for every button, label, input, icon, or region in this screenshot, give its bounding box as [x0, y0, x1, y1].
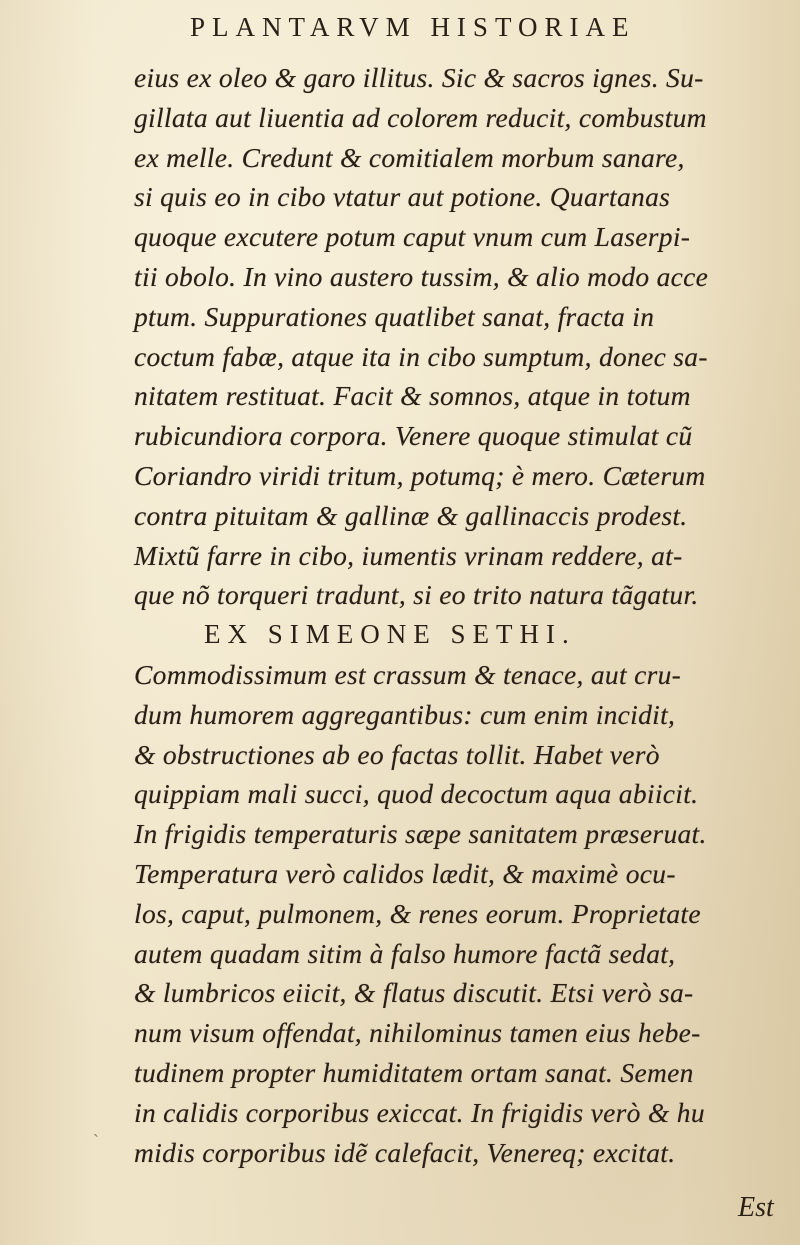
text-line: tii obolo. In vino austero tussim, & alio modo acce — [134, 260, 709, 292]
section-heading: EX SIMEONE SETHI. — [204, 619, 576, 650]
text-line: num visum offendat, nihilominus tamen eius hebe- — [134, 1017, 701, 1049]
text-line: tudinem propter humiditatem ortam sanat. Semen — [134, 1056, 694, 1088]
text-line: nitatem restituat. Facit & somnos, atque in totum — [134, 380, 691, 412]
text-line: eius ex oleo & garo illitus. Sic & sacros ignes. Su- — [134, 62, 704, 93]
text-line: & obstructiones ab eo factas tollit. Habet verò — [134, 738, 660, 770]
text-line: ptum. Suppurationes quatlibet sanat, fracta in — [134, 300, 655, 332]
text-line: si quis eo in cibo vtatur aut potione. Quartanas — [134, 181, 671, 213]
text-line: In frigidis temperaturis sæpe sanitatem præseruat. — [134, 818, 707, 850]
text-line: Commodissimum est crassum & tenace, aut cru- — [134, 658, 682, 690]
text-line: los, caput, pulmonem, & renes eorum. Proprietate — [134, 897, 701, 929]
text-line: que nõ torqueri tradunt, si eo trito natura tãgatur. — [134, 579, 699, 611]
text-line: autem quadam sitim à falso humore factã sedat, — [134, 937, 676, 969]
text-line: rubicundiora corpora. Venere quoque stimulat cũ — [134, 420, 693, 452]
text-line: contra pituitam & gallinæ & gallinaccis prodest. — [134, 499, 688, 531]
running-title: PLANTARVM HISTORIAE — [190, 12, 636, 42]
margin-mark: ` — [93, 1131, 99, 1151]
text-line: & lumbricos eiicit, & flatus discutit. Etsi verò sa- — [134, 977, 694, 1009]
text-line: dum humorem aggregantibus: cum enim incidit, — [134, 698, 676, 730]
text-line: quippiam mali succi, quod decoctum aqua abiicit. — [134, 778, 699, 810]
text-line: Temperatura verò calidos lædit, & maximè ocu- — [134, 857, 676, 889]
text-line: in calidis corporibus exiccat. In frigidis verò & hu — [134, 1096, 705, 1128]
text-line: coctum fabæ, atque ita in cibo sumptum, donec sa- — [134, 340, 708, 372]
text-line: ex melle. Credunt & comitialem morbum sanare, — [134, 141, 685, 173]
text-block — [134, 58, 774, 1172]
text-line: quoque excutere potum caput vnum cum Laserpi- — [134, 221, 691, 253]
text-line: Coriandro viridi tritum, potumq; è mero. Cæterum — [134, 459, 706, 491]
catchword: Est — [738, 1192, 774, 1223]
text-line: midis corporibus idẽ calefacit, Venereq; excitat. — [134, 1136, 676, 1168]
text-line: gillata aut liuentia ad colorem reducit, combustum — [134, 101, 707, 133]
text-line: Mixtũ farre in cibo, iumentis vrinam reddere, at- — [134, 539, 683, 571]
